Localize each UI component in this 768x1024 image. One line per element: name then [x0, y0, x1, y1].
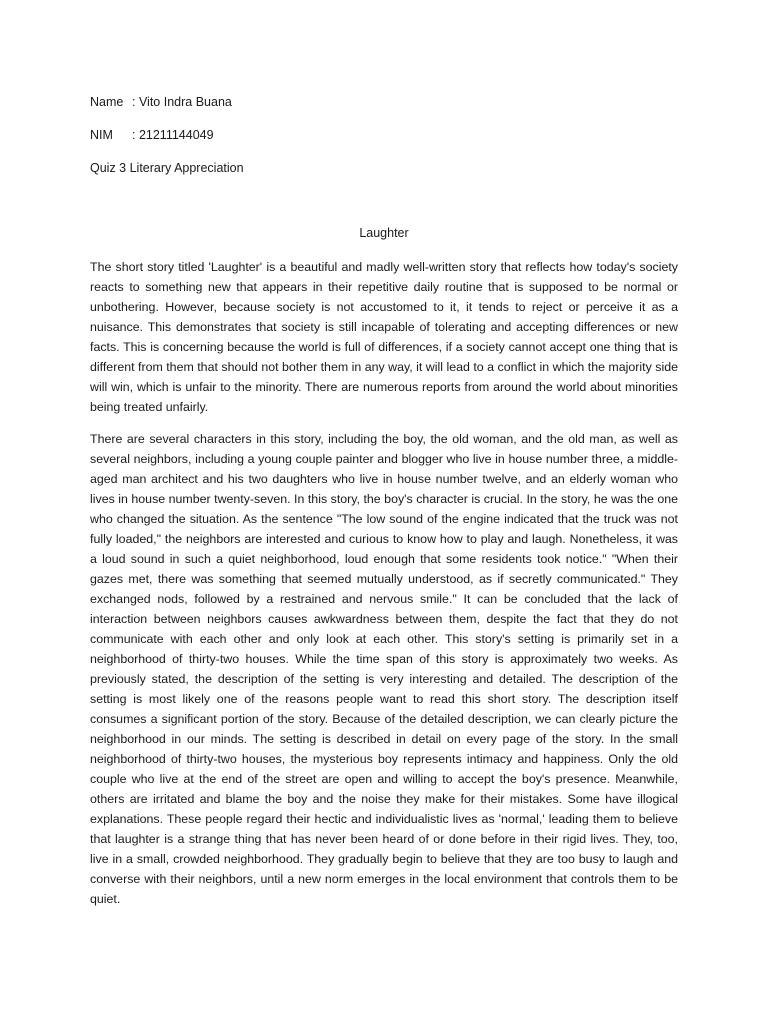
nim-value: : 21211144049 — [132, 128, 214, 142]
paragraph-1: The short story titled 'Laughter' is a beautiful and madly well-written story that reflects how today's society reacts to something new that appears in their repetitive daily routine that is supposed to be normal or unbothering. However, because society is not accustomed to it, it tends to reject or perceive it as a nuisance. This demonstrates that society is still incapable of tolerating and accepting differences or new facts. This is concerning because the world is full of differences, if a society cannot accept one thing that is different from them that should not bother them in any way, it will lead to a conflict in which the majority side will win, which is unfair to the minority. There are numerous reports from around the world about minorities being treated unfairly. — [90, 260, 678, 414]
paragraph-2: There are several characters in this story, including the boy, the old woman, and the old man, as well as several neighbors, including a young couple painter and blogger who live in house number three, a middle-aged man architect and his two daughters who live in house number twelve, and an elderly woman who lives in house number twenty-seven. In this story, the boy's character is crucial. In the story, he was the one who changed the situation. As the sentence "The low sound of the engine indicated that the truck was not fully loaded," the neighbors are interested and curious to know how to play and laugh. Nonetheless, it was a loud sound in such a quiet neighborhood, loud enough that some residents took notice." "When their gazes met, there was something that seemed mutually understood, as if secretly communicated." They exchanged nods, followed by a restrained and nervous smile." It can be concluded that the lack of interaction between neighbors causes awkwardness between them, despite the fact that they do not communicate with each other and only look at each other. This story's setting is primarily set in a neighborhood of thirty-two houses. While the time span of this story is approximately two weeks. As previously stated, the description of the setting is very interesting and detailed. The description of the setting is most likely one of the reasons people want to read this short story. The description itself consumes a significant portion of the story. Because of the detailed description, we can clearly picture the neighborhood in our minds. The setting is described in detail on every page of the story. In the small neighborhood of thirty-two houses, the mysterious boy represents intimacy and happiness. Only the old couple who live at the end of the street are open and willing to accept the boy's presence. Meanwhile, others are irritated and blame the boy and the noise they make for their mistakes. Some have illogical explanations. These people regard their hectic and individualistic lives as 'normal,' leading them to believe that laughter is a strange thing that has never been heard of or done before in their rigid lives. They, too, live in a small, crowded neighborhood. They gradually begin to believe that they are too busy to laugh and converse with their neighbors, until a new norm emerges in the local environment that controls them to be quiet. — [90, 432, 678, 906]
nim-label: NIM — [90, 128, 113, 142]
document-page — [90, 0, 678, 1024]
student-name-line — [90, 94, 232, 110]
name-label: Name — [90, 95, 124, 109]
document-title: Laughter — [359, 226, 409, 240]
name-value: : Vito Indra Buana — [132, 95, 232, 109]
student-nim-line — [90, 127, 214, 143]
course-line: Quiz 3 Literary Appreciation — [90, 161, 244, 175]
